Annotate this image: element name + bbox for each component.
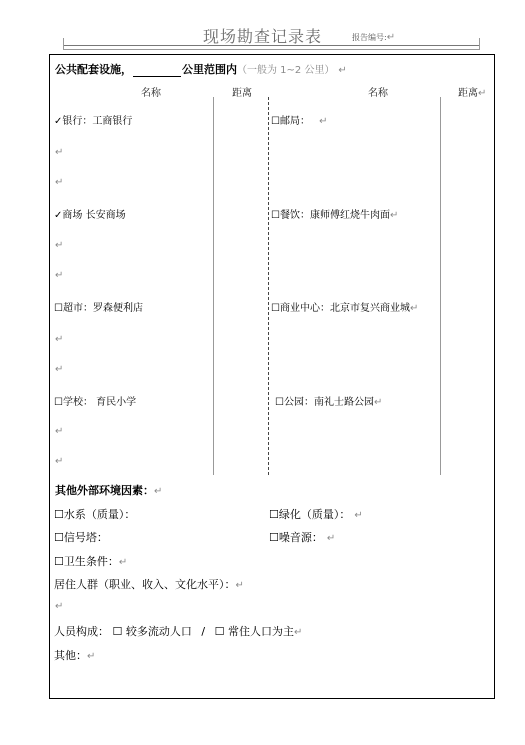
facilities-heading: 公共配套设施， 公里范围内（一般为 1~2 公里） ↵ — [55, 63, 347, 76]
facility-school[interactable]: ☐学校： 育民小学 — [54, 397, 137, 408]
composition-option-floating[interactable]: ☐ 较多流动人口 — [112, 625, 192, 638]
green-field[interactable]: ☐绿化（质量）： ↵ — [269, 508, 363, 521]
checkbox-icon: ☐ — [54, 508, 64, 521]
check-icon: ✓ — [54, 116, 63, 127]
sanitation-field[interactable]: ☐卫生条件：↵ — [54, 555, 128, 568]
other-factors-heading: 其他外部环境因素：↵ — [55, 484, 163, 497]
document-title: 现场勘查记录表 — [202, 27, 322, 46]
facility-business-center[interactable]: ☐商业中心：北京市复兴商业城↵ — [271, 303, 419, 314]
divider-left-distance — [213, 97, 214, 475]
header-rule-top — [63, 45, 480, 46]
facility-dining[interactable]: ☐餐饮：康师傅红烧牛肉面↵ — [271, 210, 399, 221]
water-field[interactable]: ☐水系（质量）： — [54, 508, 136, 521]
checkbox-icon: ☐ — [271, 210, 280, 221]
checkbox-icon: ☐ — [54, 555, 64, 568]
check-icon: ✓ — [54, 210, 63, 221]
return-mark: ↵ — [55, 426, 64, 437]
header-rule-left — [63, 38, 64, 50]
col-distance-left: 距离 — [232, 88, 252, 99]
header-rule-bottom — [63, 49, 480, 50]
return-mark: ↵ — [55, 147, 64, 158]
other-field[interactable]: 其他：↵ — [54, 649, 96, 662]
checkbox-icon: ☐ — [112, 625, 123, 638]
checkbox-icon: ☐ — [275, 397, 284, 408]
signal-tower-field[interactable]: ☐信号塔： — [54, 531, 108, 544]
checkbox-icon: ☐ — [271, 116, 280, 127]
col-distance-right: 距离↵ — [458, 88, 487, 99]
divider-right-distance — [440, 97, 441, 475]
checkbox-icon: ☐ — [214, 625, 225, 638]
return-mark: ↵ — [55, 601, 64, 612]
checkbox-icon: ☐ — [271, 303, 280, 314]
col-name-right: 名称 — [368, 88, 388, 99]
return-mark: ↵ — [55, 456, 64, 467]
col-name-left: 名称 — [141, 88, 161, 99]
checkbox-icon: ☐ — [269, 508, 279, 521]
composition-field: 人员构成： ☐ 较多流动人口 / ☐ 常住人口为主↵ — [54, 625, 303, 638]
facility-supermarket[interactable]: ☐超市：罗森便利店 — [54, 303, 143, 314]
return-mark: ↵ — [55, 240, 64, 251]
divider-center — [268, 97, 269, 475]
composition-option-resident[interactable]: ☐ 常住人口为主 — [214, 625, 294, 638]
return-mark: ↵ — [55, 177, 64, 188]
report-number-label: 报告编号:↵ — [352, 32, 396, 43]
checkbox-icon: ☐ — [54, 531, 64, 544]
checkbox-icon: ☐ — [269, 531, 279, 544]
radius-blank[interactable] — [133, 66, 181, 77]
residents-field[interactable]: 居住人群（职业、收入、文化水平）：↵ — [54, 578, 244, 591]
header-rule-right — [479, 38, 480, 50]
facility-bank[interactable]: ✓银行：工商银行 — [54, 116, 133, 127]
return-mark: ↵ — [55, 364, 64, 375]
facility-park[interactable]: ☐公园：南礼士路公园↵ — [275, 397, 383, 408]
return-mark: ↵ — [55, 270, 64, 281]
return-mark: ↵ — [55, 334, 64, 345]
checkbox-icon: ☐ — [54, 303, 63, 314]
checkbox-icon: ☐ — [54, 397, 63, 408]
noise-source-field[interactable]: ☐噪音源： ↵ — [269, 531, 336, 544]
form-frame — [49, 54, 495, 699]
facility-post-office[interactable]: ☐邮局： ↵ — [271, 116, 328, 127]
facility-mall[interactable]: ✓商场 长安商场 — [54, 210, 126, 221]
